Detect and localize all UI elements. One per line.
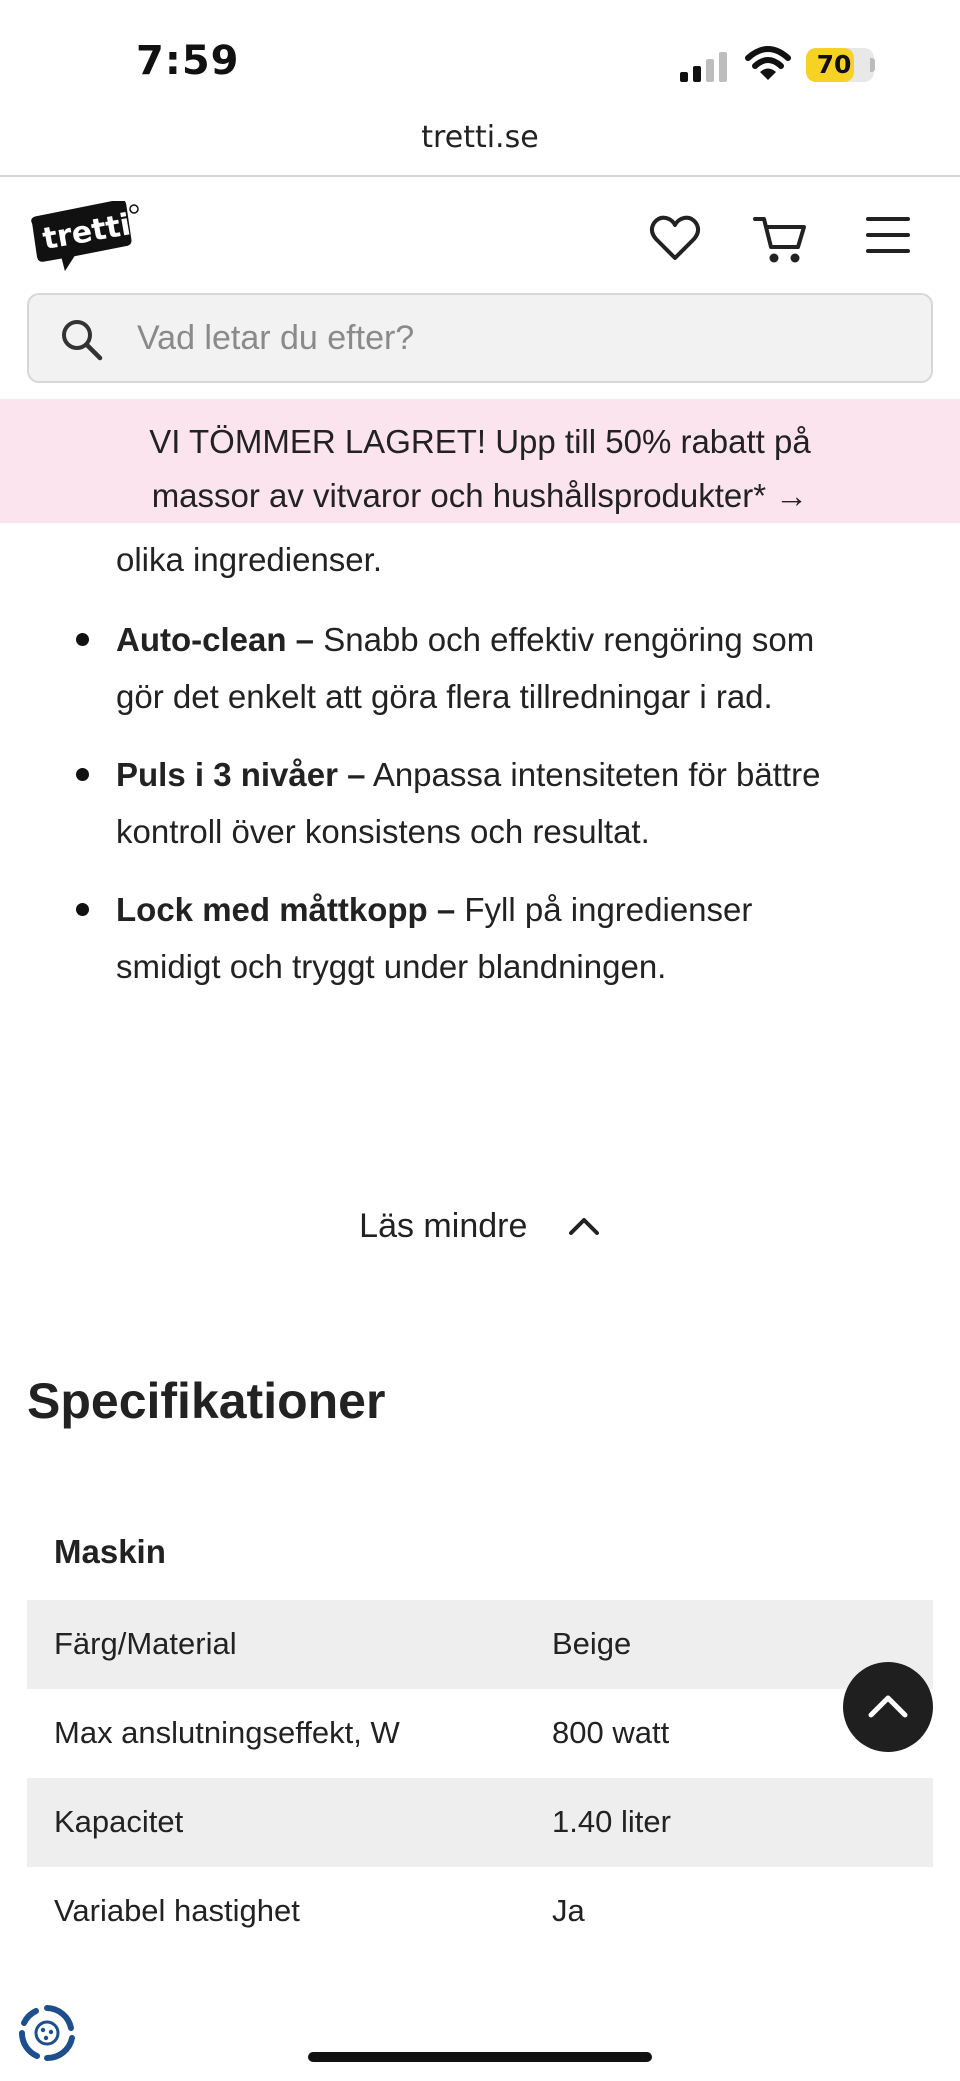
spec-value: Beige <box>552 1626 632 1661</box>
home-indicator[interactable] <box>308 2052 652 2062</box>
status-bar <box>0 0 960 155</box>
bullet-text: gör det enkelt att göra flera tillredningar i rad. <box>116 678 773 715</box>
bullet-text: Fyll på ingredienser <box>455 891 753 928</box>
list-item <box>116 881 916 995</box>
bullet-title: Auto-clean – <box>116 621 315 658</box>
spec-value: 800 watt <box>552 1715 670 1750</box>
read-less-button[interactable] <box>0 1205 960 1265</box>
table-row <box>27 1778 933 1867</box>
spec-label: Färg/Material <box>54 1626 237 1661</box>
recycle-icon[interactable] <box>16 2002 78 2064</box>
bullet-title: Lock med måttkopp – <box>116 891 456 928</box>
bullet-title: Puls i 3 nivåer – <box>116 756 366 793</box>
chevron-up-icon <box>867 1693 909 1719</box>
cart-icon[interactable] <box>752 211 808 267</box>
promo-line-2: massor av vitvaror och hushållsprodukter* → <box>151 477 809 514</box>
wifi-icon <box>745 46 791 82</box>
spec-label: Kapacitet <box>54 1804 184 1839</box>
specifications-table <box>27 1600 933 1956</box>
bullet-text: Snabb och effektiv rengöring som <box>314 621 815 658</box>
spec-value: 1.40 liter <box>552 1804 671 1839</box>
chevron-up-icon <box>567 1215 601 1237</box>
battery-icon <box>806 48 874 82</box>
table-row <box>27 1689 933 1778</box>
spec-label: Max anslutningseffekt, W <box>54 1715 400 1750</box>
spec-value: Ja <box>552 1893 585 1928</box>
bullet-text: Anpassa intensiteten för bättre <box>365 756 821 793</box>
search-icon <box>59 317 103 361</box>
promo-banner[interactable] <box>0 399 960 523</box>
cellular-signal-icon <box>680 52 730 82</box>
status-time: 7:59 <box>136 38 240 84</box>
url-bar[interactable]: tretti.se <box>421 120 539 155</box>
heart-icon[interactable] <box>648 211 702 265</box>
read-less-label: Läs mindre <box>359 1206 528 1245</box>
list-item <box>116 611 916 725</box>
search-input[interactable] <box>137 295 897 381</box>
bullet-text: kontroll över konsistens och resultat. <box>116 813 650 850</box>
search-bar[interactable] <box>27 293 933 383</box>
battery-percent: 70 <box>816 50 852 79</box>
back-to-top-button[interactable] <box>843 1662 933 1752</box>
promo-line-1: VI TÖMMER LAGRET! Upp till 50% rabatt på <box>149 423 811 460</box>
bullet-icon <box>76 768 89 781</box>
site-header <box>0 177 960 397</box>
bullet-icon <box>76 633 89 646</box>
table-row <box>27 1867 933 1956</box>
spec-group-title: Maskin <box>54 1533 166 1570</box>
battery-nub <box>870 58 875 72</box>
hamburger-menu-icon[interactable] <box>866 217 910 253</box>
svg-text:tretti: tretti <box>40 207 134 258</box>
tretti-logo[interactable] <box>30 201 142 281</box>
bullet-icon <box>76 903 89 916</box>
description-fragment: olika ingredienser. <box>116 541 382 578</box>
specifications-title: Specifikationer <box>27 1373 386 1429</box>
bullet-text: smidigt och tryggt under blandningen. <box>116 948 667 985</box>
table-row <box>27 1600 933 1689</box>
list-item <box>116 746 916 860</box>
spec-label: Variabel hastighet <box>54 1893 300 1928</box>
